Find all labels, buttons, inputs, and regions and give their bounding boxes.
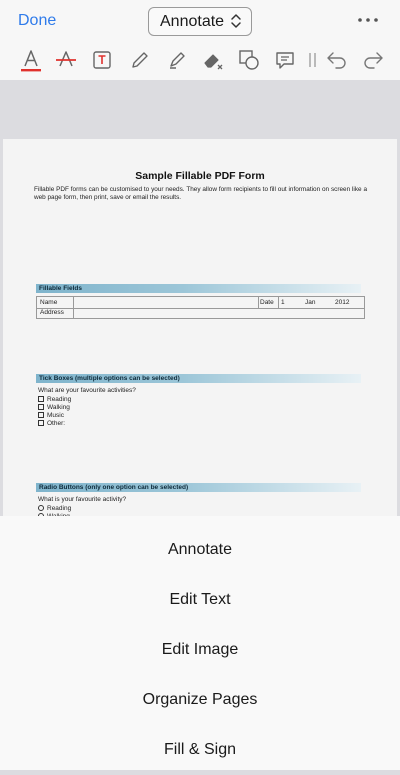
option-label: Reading (47, 505, 72, 512)
text-box-icon[interactable] (89, 47, 115, 73)
mode-selector-label: Annotate (160, 13, 225, 30)
table-divider (278, 297, 279, 308)
pdf-title: Sample Fillable PDF Form (135, 170, 265, 182)
section-header-radio-buttons (36, 483, 361, 492)
fillable-fields-table (36, 296, 365, 319)
checkbox-icon[interactable] (38, 396, 44, 402)
address-label: Address (40, 309, 64, 316)
more-options-icon[interactable] (355, 8, 381, 30)
section-title: Fillable Fields (39, 285, 82, 292)
chevron-up-down-icon (230, 11, 242, 31)
option-label: Reading (47, 396, 72, 403)
section-title: Radio Buttons (only one option can be selected) (39, 484, 189, 491)
mode-selector[interactable] (148, 7, 252, 36)
done-button[interactable]: Done (18, 12, 57, 29)
radio-icon[interactable] (38, 505, 44, 511)
undo-icon[interactable] (324, 47, 350, 73)
option-label: Music (47, 412, 64, 419)
strikethrough-icon[interactable] (53, 47, 79, 73)
date-month-field[interactable]: Jan (305, 299, 316, 306)
section-title: Tick Boxes (multiple options can be selected) (39, 375, 180, 382)
name-field[interactable] (77, 297, 257, 307)
radio-option[interactable] (38, 505, 71, 513)
drag-handle-icon[interactable] (304, 47, 322, 73)
option-label: Walking (47, 404, 70, 411)
redo-icon[interactable] (360, 47, 386, 73)
date-day-field[interactable]: 1 (281, 299, 285, 306)
pencil-icon[interactable] (127, 47, 153, 73)
shapes-icon[interactable] (236, 47, 262, 73)
menu-item-annotate[interactable]: Annotate (167, 541, 233, 558)
section-header-fillable (36, 284, 361, 293)
checkbox-icon[interactable] (38, 420, 44, 426)
pdf-page[interactable] (3, 139, 397, 539)
checkbox-option[interactable] (38, 412, 64, 420)
checkbox-option[interactable] (38, 420, 65, 428)
pdf-intro-text: Fillable PDF forms can be customised to your needs. They allow form recipients to fill out information on screen like a web page form, then print, save or email the results. (34, 186, 367, 201)
mode-menu-sheet (0, 516, 400, 770)
text-color-icon[interactable] (18, 47, 44, 73)
section-header-tick-boxes (36, 374, 361, 383)
menu-item-edit-text[interactable]: Edit Text (169, 591, 231, 608)
table-divider (258, 297, 259, 308)
menu-item-organize-pages[interactable]: Organize Pages (142, 691, 258, 708)
date-label: Date (260, 299, 274, 306)
menu-item-edit-image[interactable]: Edit Image (161, 641, 239, 658)
date-year-field[interactable]: 2012 (335, 299, 350, 306)
eraser-icon[interactable] (200, 47, 226, 73)
highlighter-icon[interactable] (164, 47, 190, 73)
tick-question: What are your favourite activities? (38, 387, 136, 394)
checkbox-icon[interactable] (38, 412, 44, 418)
checkbox-option[interactable] (38, 396, 71, 404)
document-viewer[interactable] (0, 80, 400, 516)
option-label: Other: (47, 420, 66, 427)
table-divider (73, 297, 74, 318)
checkbox-option[interactable] (38, 404, 70, 412)
comment-icon[interactable] (272, 47, 298, 73)
radio-question: What is your favourite activity? (38, 496, 127, 503)
checkbox-icon[interactable] (38, 404, 44, 410)
top-toolbar (0, 0, 400, 80)
menu-item-fill-sign[interactable]: Fill & Sign (163, 741, 237, 758)
name-label: Name (40, 299, 58, 306)
address-field[interactable] (77, 308, 362, 318)
